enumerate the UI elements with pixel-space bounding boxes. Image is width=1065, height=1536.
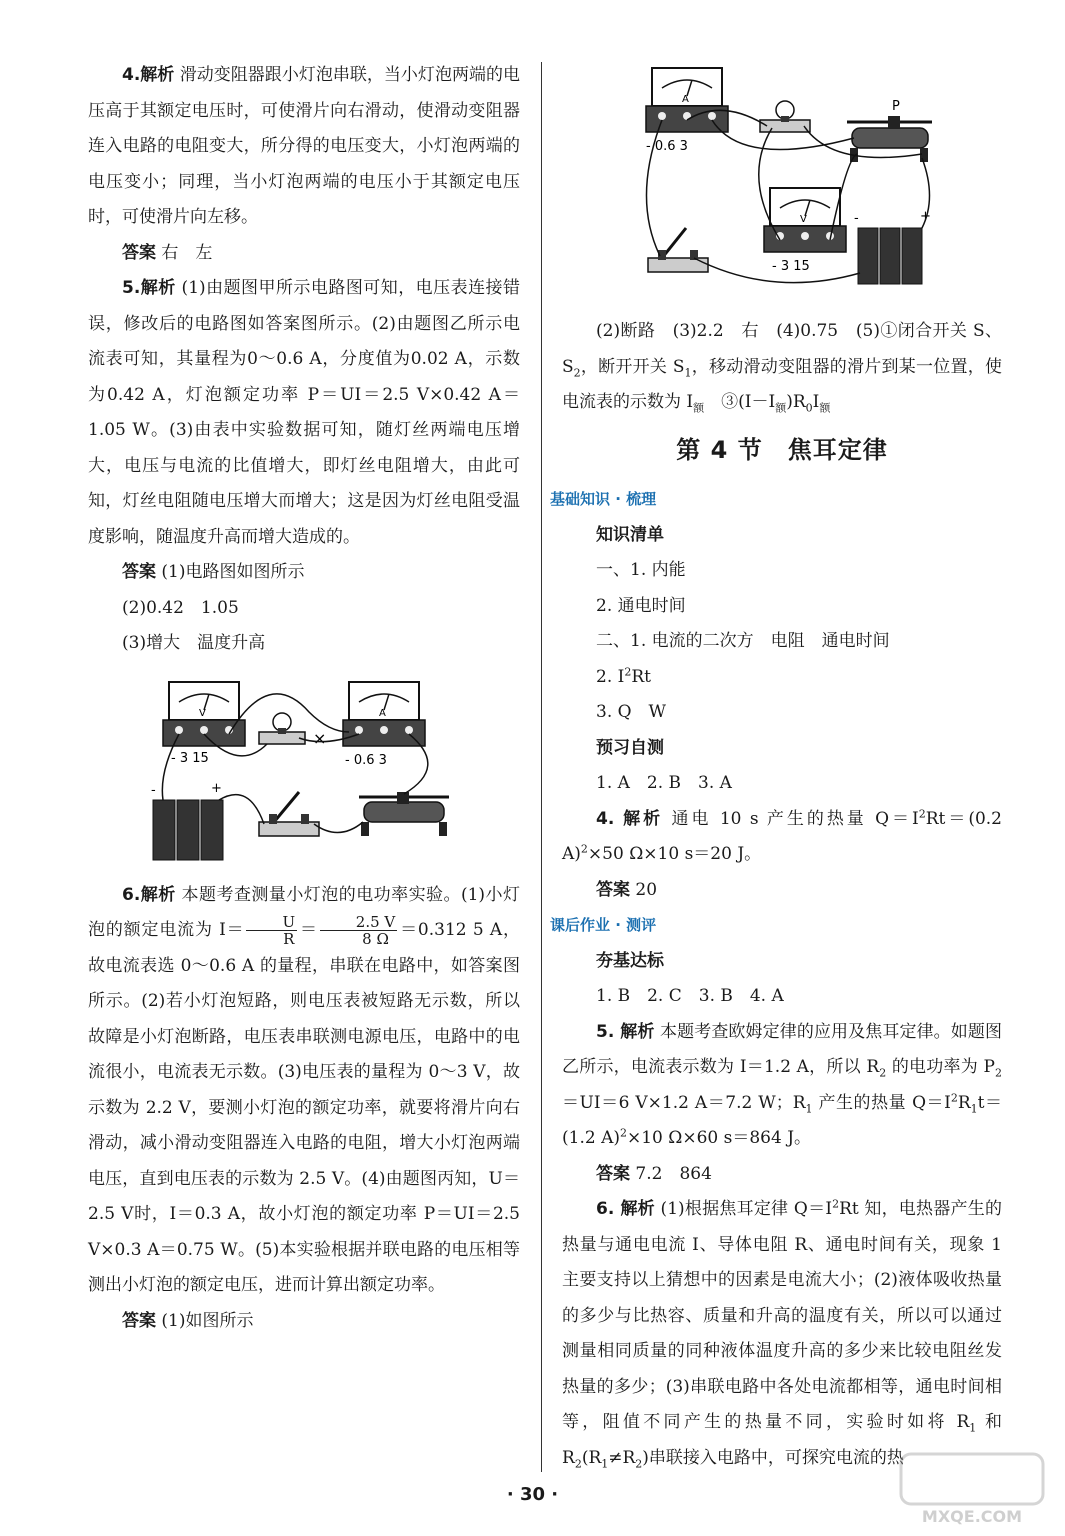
voltmeter-icon bbox=[163, 682, 245, 766]
section-tag-basic: 基础知识 · 梳理 bbox=[550, 490, 657, 508]
bulb-icon bbox=[760, 101, 810, 132]
circuit-figure-1 bbox=[149, 672, 459, 872]
watermark-logo bbox=[897, 1450, 1047, 1528]
knowledge-item-2: 2. 通电时间 bbox=[596, 595, 686, 616]
answer-6-continued: (2)断路 (3)2.2 右 (4)0.75 (5)①闭合开关 S、$S_2$，断开开关 $S_1$，移动滑动变阻器的滑片到某一位置，使电流表的示数为 $I_额$ $③(I-I_额)R_0I_额$ bbox=[562, 321, 1002, 415]
rheostat-icon bbox=[847, 99, 932, 162]
voltmeter-range: - 3 15 bbox=[171, 750, 209, 766]
voltmeter-icon bbox=[764, 188, 846, 274]
section-title: 第 4 节 焦耳定律 bbox=[676, 435, 888, 464]
battery-plus: + bbox=[211, 780, 222, 796]
answer-5-line3: (3)增大 温度升高 bbox=[122, 633, 266, 653]
ammeter-range: - 0.6 3 bbox=[345, 752, 387, 768]
battery-minus: - bbox=[151, 782, 156, 798]
battery-icon bbox=[854, 209, 931, 284]
preview-solution-4: 4. 解析 通电 10 s 产生的热量 $Q=I^2Rt=(0.2$ A)$^2$×50 Ω×10 s＝20 J。 bbox=[562, 806, 1002, 864]
subheading-knowledge-list: 知识清单 bbox=[596, 524, 664, 545]
rheostat-icon bbox=[359, 792, 449, 836]
preview-answer-4: 答案 20 bbox=[596, 879, 658, 900]
cross-mark: × bbox=[313, 728, 327, 748]
knowledge-item-4: 2. $I^2Rt$ bbox=[596, 664, 651, 687]
solution-5: 5.解析 (1)由题图甲所示电路图可知，电压表连接错误，修改后的电路图如答案图所示。(2)由题图乙所示电流表可知，其量程为0～0.6 A，分度值为0.02 A，示数为0.42 A，灯泡额定功率 P＝UI＝2.5 V×0.42 A＝1.05 W。(3)由表中实验数据可知，随灯丝两端电压增大，电压与电流的比值增大，即灯丝电阻增大，由此可知，灯丝电阻随电压增大而增大；这是因为灯丝电阻受温度影响，随温度升高而增大造成的。 bbox=[88, 278, 520, 547]
ammeter-range: - 0.6 3 bbox=[646, 139, 688, 154]
watermark-text: MXQE.COM bbox=[921, 1507, 1023, 1526]
fraction-values: $\frac{2.5 V}{8 \Omega}$ bbox=[320, 914, 397, 947]
knowledge-item-5: 3. Q W bbox=[596, 702, 667, 722]
ammeter-label: A bbox=[682, 94, 689, 105]
voltmeter-label: V bbox=[800, 214, 807, 225]
battery-plus: + bbox=[920, 209, 931, 224]
answer-6: 答案 (1)如图所示 bbox=[122, 1310, 254, 1331]
battery-minus: - bbox=[854, 211, 859, 226]
bulb-icon bbox=[259, 713, 305, 744]
knowledge-item-3: 二、1. 电流的二次方 电阻 通电时间 bbox=[596, 631, 890, 651]
homework-solution-6: 6. 解析 (1)根据焦耳定律 $Q=I^2Rt$ 知，电热器产生的热量与通电电流 I、导体电阻 R、通电时间有关，现象 1 主要支持以上猜想中的因素是电流大小；(2)液体吸收热量的多少与比热容、质量和升高的温度有关，所以可以通过测量相同质量的同种液体温度升高的多少来比较电阻丝发热量的多少；(3)串联电路中各处电流都相等，通电时间相等，阻值不同产生的热量不同，实验时如将 $R_1$ 和 $R_2(R_1\ne R_2)$串联接入电路中，可探究电流的热 bbox=[562, 1197, 1003, 1470]
homework-solution-5: 5. 解析 本题考查欧姆定律的应用及焦耳定律。如题图乙所示，电流表示数为 I＝1.2 A，所以 $R_2$ 的电功率为 $P_2=UI=6$ V×1.2 A＝7.2 W；$R_1$ 产生的热量 $Q=I^2R_1t=(1.2$ A)$^2$×10 Ω×60 s＝864 J。 bbox=[562, 1021, 1003, 1148]
left-column bbox=[88, 58, 520, 1339]
voltmeter-range: - 3 15 bbox=[772, 259, 810, 274]
column-divider bbox=[541, 62, 542, 1472]
solution-6: 6.解析 本题考查测量小灯泡的电功率实验。(1)小灯泡的额定电流为 I＝ $\frac{U}{R}$ ＝ $\frac{2.5 V}{8 \Omega}$ ＝0.312 5 A，故电流表选 0～0.6 A 的量程，串联在电路中，如答案图所示。(2)若小灯泡短路，则电压表被短路无示数，所以故障是小灯泡断路，电压表串联测电源电压，电路中的电流很小，电流表无示数。(3)电压表的量程为 0～3 V，故示数为 2.2 V，要测小灯泡的额定功率，就要将滑片向右滑动，减小滑动变阻器连入电路的电阻，增大小灯泡两端电压，直到电压表的示数为 2.5 V。(4)由题图丙知，U＝2.5 V时，I＝0.3 A，故小灯泡的额定功率 P＝UI＝2.5 V×0.3 A＝0.75 W。(5)本实验根据并联电路的电压相等测出小灯泡的额定电压，进而计算出额定功率。 bbox=[88, 884, 521, 1295]
switch-icon bbox=[259, 792, 319, 836]
answer-5: 答案 (1)电路图如图所示 bbox=[122, 562, 305, 582]
homework-answers-1-4: 1. B 2. C 3. B 4. A bbox=[596, 986, 784, 1006]
section-tag-homework: 课后作业 · 测评 bbox=[550, 916, 657, 934]
slider-p-label: P bbox=[892, 99, 900, 114]
voltmeter-label: V bbox=[199, 707, 206, 719]
homework-answer-5: 答案 7.2 864 bbox=[596, 1163, 712, 1184]
right-column bbox=[550, 58, 1003, 1476]
subheading-preview-test: 预习自测 bbox=[596, 737, 664, 758]
circuit-figure-2 bbox=[632, 58, 932, 308]
answer-5-line2: (2)0.42 1.05 bbox=[122, 597, 239, 618]
ammeter-label: A bbox=[379, 707, 386, 719]
solution-4: 4.解析 滑动变阻器跟小灯泡串联，当小灯泡两端的电压高于其额定电压时，可使滑片向右滑动，使滑动变阻器连入电路的电阻变大，所分得的电压变大，小灯泡两端的电压变小；同理，当小灯泡两端的电压小于其额定电压时，可使滑片向左移。 bbox=[88, 65, 520, 227]
subheading-foundation: 夯基达标 bbox=[596, 950, 664, 971]
knowledge-item-1: 一、1. 内能 bbox=[596, 560, 686, 580]
preview-answers-1-3: 1. A 2. B 3. A bbox=[596, 773, 732, 793]
answer-4: 答案 右 左 bbox=[122, 242, 213, 263]
fraction-u-over-r: $\frac{U}{R}$ bbox=[246, 914, 297, 947]
ammeter-icon bbox=[343, 682, 425, 768]
page-number: · 30 · bbox=[506, 1484, 559, 1505]
